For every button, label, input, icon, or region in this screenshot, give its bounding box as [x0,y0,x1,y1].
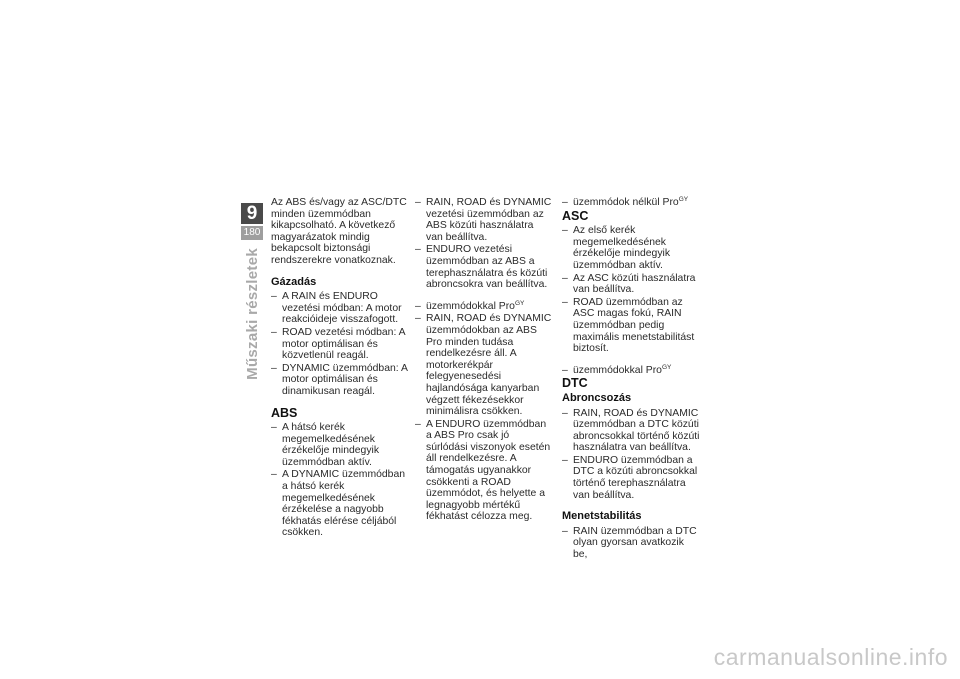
list-item: – Az első kerék megemelkedésének érzékelője mindegyik üzemmódban aktív. [562,225,671,271]
list-item: – RAIN, ROAD és DYNAMIC vezetési üzemmódban az ABS közúti használatra van beállítva. [415,197,552,243]
list-item: – A ENDURO üzemmódban a ABS Pro csak jó súrlódási viszonyok esetén áll rendelkezésre. A támogatás ugyanakkor csökkenti a ROAD üzemmódot, és helyette a legnagyobb mértékű fékhatást célozza meg. [415,418,551,523]
list-item: – üzemmódokkal Pro$^{GY}$ [415,299,525,312]
list-item: – ENDURO üzemmódban a DTC a közúti abroncsokkal történő terephasználatra van beállítva. [562,454,698,501]
page-number: 180 [241,226,263,240]
intro-paragraph: Az ABS és/vagy az ASC/DTC minden üzemmódban kikapcsolható. A következő magyarázatok mindig bekapcsolt biztonsági rendszerekre vonatkoznak. [271,197,407,266]
gazadas-list [271,291,409,397]
abs-heading: ABS [271,405,298,420]
dtc-heading: DTC [562,376,588,391]
abroncsozas-list [562,408,700,502]
list-item: – ROAD üzemmódban az ASC magas fokú, RAIN üzemmódban pedig maximális menetstabilitást biztosít. [562,296,695,355]
menetstabilitas-list [562,526,700,561]
abroncsozas-heading: Abroncsozás [562,391,632,404]
list-item: – DYNAMIC üzemmódban: A motor optimálisan és dinamikusan reagál. [271,362,408,397]
chapter-title: Műszaki részletek [243,248,261,380]
list-item: – üzemmódok nélkül Pro$^{GY}$ [562,196,689,208]
watermark-footer[interactable]: carmanualsonline.info [713,644,948,670]
list-item: – ENDURO vezetési üzemmódban az ABS a terephasználatra és közúti abroncsokra van beállítva. [415,244,548,291]
list-item: – ROAD vezetési módban: A motor optimálisan és közvetlenül reagál. [271,326,406,362]
list-item: – RAIN, ROAD és DYNAMIC üzemmódban a DTC közúti abroncsokkal történő közúti használatra van beállítva. [562,407,700,454]
column-3 [562,197,700,571]
asc-list [562,225,700,355]
no-pro-list [562,197,700,209]
list-item: – A hátsó kerék megemelkedésének érzékelője mindegyik üzemmódban aktív. [271,422,380,468]
asc-heading: ASC [562,208,589,223]
list-item: – RAIN, ROAD és DYNAMIC üzemmódokban az ABS Pro minden tudása rendelkezésre áll. A motorkerékpár felegyenesedési hajlandósága kanyarban végzett fékezésekkor minimálisra csökken. [415,313,552,418]
menetstabilitas-heading: Menetstabilitás [562,510,642,523]
column-1 [271,197,409,549]
list-item: – A RAIN és ENDURO vezetési módban: A motor reakcióideje visszafogott. [271,291,402,326]
list-item: – Az ASC közúti használatra van beállítva. [562,272,696,296]
list-item: – RAIN üzemmódban a DTC olyan gyorsan avatkozik be, [562,525,697,561]
column-2 [415,197,553,524]
gazadas-heading: Gázadás [271,275,317,288]
list-item: – üzemmódokkal Pro$^{GY}$ [562,363,672,376]
chapter-tab [241,203,263,380]
abs-list [271,422,409,539]
list-item: – A DYNAMIC üzemmódban a hátsó kerék megemelkedésének érzékelése a nagyobb fékhatás elérése céljából csökken. [271,469,406,539]
abs-pro-list [415,301,553,523]
abs-modes-list [415,197,553,291]
dtc-pro-list [562,365,700,377]
chapter-number: 9 [241,203,263,224]
